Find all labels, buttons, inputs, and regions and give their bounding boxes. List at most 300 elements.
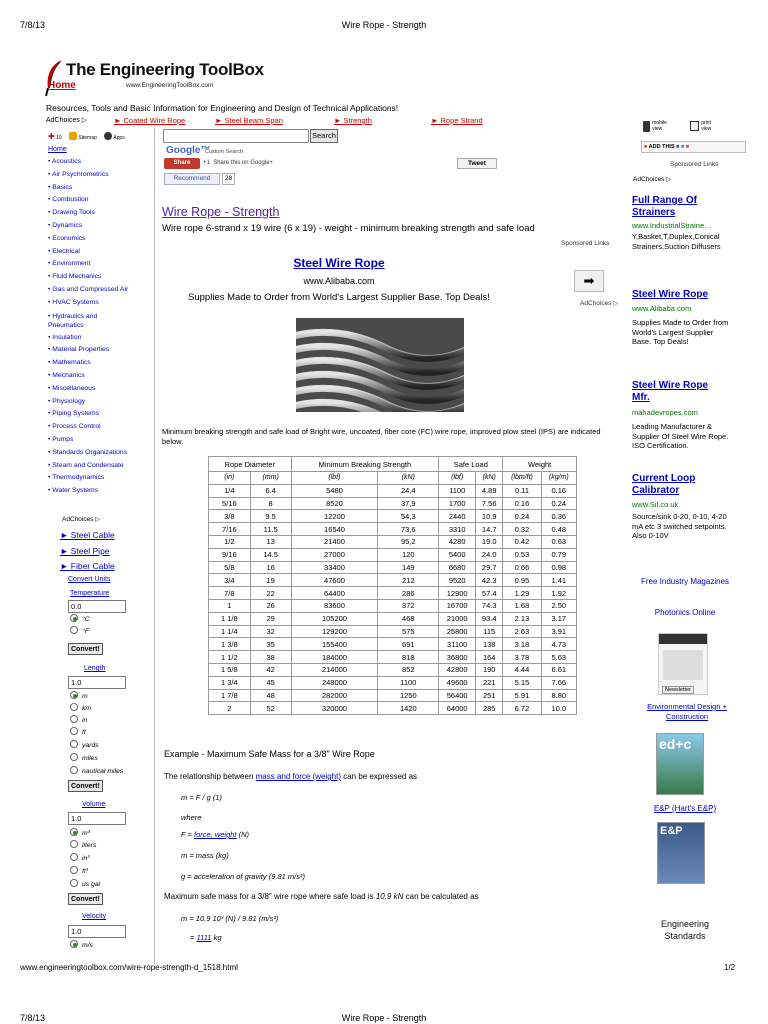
convert-volume-button[interactable]: Convert!	[68, 893, 103, 905]
table-cell: 4.73	[541, 638, 576, 651]
unit-m3[interactable]: m³	[70, 828, 90, 840]
table-cell: 1700	[439, 497, 476, 510]
table-cell: 1 3/4	[209, 676, 251, 689]
sidebar-item[interactable]: • Pumps	[48, 434, 153, 447]
table-cell: 35	[250, 638, 291, 651]
table-cell: 2.63	[503, 625, 541, 638]
table-cell: 1 1/2	[209, 651, 251, 664]
table-cell: 1 5/8	[209, 663, 251, 676]
sidebar-item[interactable]: • Steam and Condensate	[48, 460, 153, 473]
temperature-label: Temperature	[70, 590, 110, 597]
table-cell: 115	[476, 625, 503, 638]
table-cell: 0.95	[503, 574, 541, 587]
print-title: Wire Rope - Strength	[341, 20, 427, 30]
table-row	[209, 548, 577, 561]
sidebar-item[interactable]: • Gas and Compressed Air	[48, 284, 153, 297]
sidebar-item[interactable]: • Material Properties	[48, 344, 153, 357]
unit-m[interactable]: m	[70, 691, 88, 703]
sidebar-item[interactable]: • Drawing Tools	[48, 207, 153, 220]
length-label: Length	[84, 665, 106, 672]
table-cell: 285	[476, 702, 503, 715]
table-cell: 26	[250, 599, 291, 612]
table-cell: 10.9	[476, 510, 503, 523]
sidebar-item[interactable]: • Mechanics	[48, 370, 153, 383]
sidebar-item[interactable]: • Physiology	[48, 396, 153, 409]
table-row	[209, 625, 577, 638]
feather-logo-icon	[40, 58, 66, 98]
table-cell: 251	[476, 689, 503, 702]
table-cell: 7/16	[209, 523, 251, 536]
sidebar-item[interactable]: • HVAC Systems	[48, 297, 153, 310]
table-cell: 852	[378, 663, 439, 676]
table-cell: 5.91	[503, 689, 541, 702]
table-cell: 5.63	[541, 651, 576, 664]
ad-description: Supplies Made to Order from World's Largest Supplier Base. Top Deals!	[188, 292, 490, 303]
table-cell: 5/8	[209, 561, 251, 574]
table-cell: 575	[378, 625, 439, 638]
table-cell: 6.72	[503, 702, 541, 715]
table-cell: 3.78	[503, 651, 541, 664]
table-cell: 36800	[439, 651, 476, 664]
table-cell: 12200	[291, 510, 378, 523]
unit-km[interactable]: km	[70, 703, 91, 715]
recommend-count: 28	[222, 173, 235, 185]
table-cell: 13	[250, 535, 291, 548]
table-row	[209, 676, 577, 689]
table-cell: 4.44	[503, 663, 541, 676]
m-definition: m = mass (kg)	[181, 851, 229, 860]
print-date: 7/8/13	[20, 20, 46, 30]
unit-ft[interactable]: ft	[70, 727, 86, 739]
sidebar-item[interactable]: • Miscellaneous	[48, 383, 153, 396]
calculation-text: Maximum safe mass for a 3/8" wire rope where safe load is 10.9 kN can be calculated as	[164, 892, 479, 901]
unit-fahrenheit[interactable]: °F	[70, 626, 89, 638]
apps-icon[interactable]	[104, 132, 112, 140]
nav-rope-strand[interactable]: ► Rope Strand	[431, 116, 483, 125]
table-cell: 320000	[291, 702, 378, 715]
footer-page: 1/2	[724, 963, 736, 972]
wire-rope-image	[296, 318, 464, 412]
calc-line-2: = 1111 kg	[190, 933, 222, 942]
unit-in[interactable]: in	[70, 715, 87, 727]
table-cell: 0.16	[503, 497, 541, 510]
unit-nautical-miles[interactable]: nautical miles	[70, 766, 123, 778]
table-cell: 2.50	[541, 599, 576, 612]
table-cell: 120	[378, 548, 439, 561]
calc-line-1: m = 10.9 10³ (N) / 9.81 (m/s²)	[181, 914, 279, 923]
search-button[interactable]: Search	[310, 129, 338, 143]
volume-input[interactable]: 1.0	[68, 812, 126, 825]
convert-temperature-button[interactable]: Convert!	[68, 643, 103, 655]
table-cell: 2.13	[503, 612, 541, 625]
table-cell: 0.24	[503, 510, 541, 523]
table-cell: 25800	[439, 625, 476, 638]
table-cell: 5.15	[503, 676, 541, 689]
table-cell: 93.4	[476, 612, 503, 625]
site-logo-title[interactable]: The Engineering ToolBox	[66, 60, 264, 79]
table-cell: 5480	[291, 484, 378, 497]
table-cell: 7.56	[476, 497, 503, 510]
unit-in3[interactable]: in³	[70, 853, 90, 865]
table-cell: 0.63	[541, 535, 576, 548]
table-cell: 3.18	[503, 638, 541, 651]
google-plus-share[interactable]: +1 Share this on Google+	[203, 160, 274, 166]
where-label: where	[181, 813, 202, 822]
table-cell: 24.0	[476, 548, 503, 561]
table-cell: 3/4	[209, 574, 251, 587]
print-view[interactable]: print view	[690, 120, 721, 132]
table-cell: 1	[209, 599, 251, 612]
sidebar-item[interactable]: • Combustion	[48, 194, 153, 207]
table-cell: 214000	[291, 663, 378, 676]
table-cell: 24,4	[378, 484, 439, 497]
table-cell: 138	[476, 638, 503, 651]
table-cell: 282000	[291, 689, 378, 702]
table-cell: 0.36	[541, 510, 576, 523]
right-adchoices[interactable]: AdChoices ▷	[633, 176, 672, 183]
table-cell: 0.53	[503, 548, 541, 561]
table-cell: 1.92	[541, 587, 576, 600]
ep-harts-link[interactable]: E&P (Hart's E&P)	[653, 804, 717, 813]
sidebar-item[interactable]: • Fluid Mechanics	[48, 271, 153, 284]
table-cell: 0.98	[541, 561, 576, 574]
newsletter-button[interactable]: Newsletter	[662, 686, 694, 694]
table-cell: 212	[378, 574, 439, 587]
adchoices-label[interactable]: AdChoices ▷	[46, 117, 88, 124]
equation-1: m = F / g (1)	[181, 793, 222, 802]
table-cell: 5/16	[209, 497, 251, 510]
table-cell: 1100	[439, 484, 476, 497]
unit-yards[interactable]: yards	[70, 740, 99, 752]
unit-m-s[interactable]: m/s	[70, 940, 93, 952]
sidebar-divider	[154, 128, 155, 964]
search-input[interactable]	[163, 129, 309, 143]
table-cell: 48	[250, 689, 291, 702]
table-cell: 372	[378, 599, 439, 612]
table-cell: 9.5	[250, 510, 291, 523]
add-this-icon: ■	[644, 144, 648, 150]
velocity-input[interactable]: 1.0	[68, 925, 126, 938]
add-this-bar[interactable]: ■ ADD THIS ■ ■ ■	[641, 141, 746, 153]
table-cell: 42800	[439, 663, 476, 676]
sidebar-ad-fiber-cable[interactable]: ► Fiber Cable	[60, 561, 115, 571]
table-cell: 1420	[378, 702, 439, 715]
table-cell: 8.80	[541, 689, 576, 702]
table-row	[209, 651, 577, 664]
table-cell: 19	[250, 574, 291, 587]
table-cell: 3/8	[209, 510, 251, 523]
sidebar-item[interactable]: • Basics	[48, 182, 153, 195]
table-cell: 0.42	[503, 535, 541, 548]
table-cell: 31100	[439, 638, 476, 651]
mobile-icon	[643, 121, 650, 132]
sidebar-home[interactable]: Home	[48, 146, 67, 153]
table-cell: 3310	[439, 523, 476, 536]
units-row: (in) (mm) (lbf) (kN) (lbf) (kN) (lbm/ft) (kg/m)	[209, 472, 577, 485]
ad-url[interactable]: www.Alibaba.com	[303, 276, 375, 286]
sitemap-icon[interactable]	[69, 132, 77, 140]
nav-strength[interactable]: ► Strength	[334, 116, 372, 125]
page-subtitle: Wire rope 6-strand x 19 wire (6 x 19) - weight - minimum breaking strength and safe load	[162, 223, 535, 234]
table-cell: 4.89	[476, 484, 503, 497]
site-url: www.EngineeringToolBox.com	[126, 82, 214, 89]
edc-logo-icon: ed+c	[659, 736, 692, 752]
table-cell: 0.32	[503, 523, 541, 536]
table-cell: 12900	[439, 587, 476, 600]
home-link[interactable]: Home	[48, 80, 76, 91]
table-row	[209, 612, 577, 625]
table-row	[209, 702, 577, 715]
sidebar-adchoices[interactable]: AdChoices ▷	[62, 516, 101, 523]
volume-label: Volume	[82, 801, 106, 808]
table-row	[209, 574, 577, 587]
table-cell: 1/4	[209, 484, 251, 497]
table-cell: 56400	[439, 689, 476, 702]
table-cell: 21000	[439, 612, 476, 625]
table-cell: 3.91	[541, 625, 576, 638]
sidebar-item[interactable]: • Dynamics	[48, 220, 153, 233]
table-cell: 1 1/8	[209, 612, 251, 625]
sidebar-item[interactable]: • Piping Systems	[48, 408, 153, 421]
sidebar-item[interactable]: • Air Psychrometrics	[48, 169, 153, 182]
table-cell: 129200	[291, 625, 378, 638]
table-cell: 11.5	[250, 523, 291, 536]
sidebar-item[interactable]: • Water Systems	[48, 485, 153, 498]
f-definition: F = force, weight (N)	[181, 830, 250, 839]
table-cell: 38	[250, 651, 291, 664]
table-cell: 248000	[291, 676, 378, 689]
share-button[interactable]: Share	[164, 158, 200, 169]
table-cell: 45	[250, 676, 291, 689]
footer-title: Wire Rope - Strength	[341, 1013, 427, 1023]
edc-magazine-image[interactable]	[656, 733, 704, 795]
table-cell: 83600	[291, 599, 378, 612]
table-cell: 29.7	[476, 561, 503, 574]
sidebar-item[interactable]: • Acoustics	[48, 156, 153, 169]
relationship-text: The relationship between mass and force (weight) can be expressed as	[164, 772, 418, 781]
table-cell: 9520	[439, 574, 476, 587]
table-cell: 1 3/8	[209, 638, 251, 651]
table-row	[209, 561, 577, 574]
table-cell: 10.0	[541, 702, 576, 715]
table-cell: 691	[378, 638, 439, 651]
table-row	[209, 638, 577, 651]
footer-date: 7/8/13	[20, 1013, 46, 1023]
ep-logo-icon: E&P	[660, 825, 683, 837]
google-logo: Google™	[166, 145, 211, 156]
col-header-safe-load: Safe Load	[439, 457, 503, 472]
table-cell: 54,3	[378, 510, 439, 523]
table-cell: 221	[476, 676, 503, 689]
table-cell: 7/8	[209, 587, 251, 600]
sidebar	[48, 146, 153, 498]
ad-adchoices[interactable]: AdChoices ▷	[580, 300, 619, 307]
table-cell: 16	[250, 561, 291, 574]
table-cell: 184000	[291, 651, 378, 664]
table-cell: 1.68	[503, 599, 541, 612]
table-cell: 49600	[439, 676, 476, 689]
table-cell: 9/16	[209, 548, 251, 561]
table-row	[209, 510, 577, 523]
sidebar-item[interactable]: • Thermodynamics	[48, 472, 153, 485]
table-cell: 0.66	[503, 561, 541, 574]
unit-liters[interactable]: liters	[70, 840, 96, 852]
table-row	[209, 689, 577, 702]
table-cell: 57.4	[476, 587, 503, 600]
table-cell: 7.66	[541, 676, 576, 689]
table-cell: 42.3	[476, 574, 503, 587]
table-row	[209, 484, 577, 497]
table-cell: 64400	[291, 587, 378, 600]
sidebar-item[interactable]: • Standards Organizations	[48, 447, 153, 460]
plus-icon[interactable]: ✚	[48, 132, 55, 141]
table-cell: 6.61	[541, 663, 576, 676]
table-cell: 95,2	[378, 535, 439, 548]
nav-steel-beam-span[interactable]: ► Steel Beam Span	[215, 116, 283, 125]
sidebar-ad-steel-pipe[interactable]: ► Steel Pipe	[60, 546, 110, 556]
unit-miles[interactable]: miles	[70, 753, 98, 765]
table-cell: 29	[250, 612, 291, 625]
table-row	[209, 497, 577, 510]
table-cell: 1 1/4	[209, 625, 251, 638]
table-cell: 0.48	[541, 523, 576, 536]
convert-units-title[interactable]: Convert Units	[68, 576, 111, 583]
table-cell: 6680	[439, 561, 476, 574]
sponsored-links-label: Sponsored Links	[561, 240, 610, 247]
table-cell: 74.3	[476, 599, 503, 612]
ad-title[interactable]: Steel Wire Rope	[293, 256, 385, 270]
table-cell: 2440	[439, 510, 476, 523]
unit-celsius[interactable]: °C	[70, 614, 90, 626]
table-cell: 1/2	[209, 535, 251, 548]
footer-url: www.engineeringtoolbox.com/wire-rope-strength-d_1518.html	[20, 963, 238, 972]
intro-text: Minimum breaking strength and safe load of Bright wire, uncoated, fiber core (FC) wire rope, improved plow steel (IPS) are indicated below.	[162, 427, 601, 446]
example-title: Example - Maximum Safe Mass for a 3/8" Wire Rope	[164, 749, 375, 759]
right-ad-4[interactable]: Current Loop Calibrator www.Sil.co.uk Source/sink 0-20, 0-10, 4-20 mA etc 3 switched setpoints. Also 0-10V	[632, 473, 727, 540]
result-link[interactable]: 1111	[196, 933, 212, 942]
temperature-input[interactable]: 0.0	[68, 600, 126, 613]
col-header-weight: Weight	[503, 457, 577, 472]
table-cell: 1.29	[503, 587, 541, 600]
photonics-online-link[interactable]: Photonics Online	[654, 608, 716, 617]
convert-length-button[interactable]: Convert!	[68, 780, 103, 792]
environmental-design-link[interactable]: Environmental Design + Construction	[647, 702, 727, 721]
table-cell: 3.17	[541, 612, 576, 625]
table-cell: 468	[378, 612, 439, 625]
length-input[interactable]: 1.0	[68, 676, 126, 689]
table-cell: 64000	[439, 702, 476, 715]
table-cell: 1 7/8	[209, 689, 251, 702]
table-cell: 21400	[291, 535, 378, 548]
free-magazines-link[interactable]: Free Industry Magazines	[640, 577, 730, 586]
table-cell: 105200	[291, 612, 378, 625]
print-icon	[690, 121, 699, 131]
table-cell: 4280	[439, 535, 476, 548]
table-cell: 14.5	[250, 548, 291, 561]
table-cell: 190	[476, 663, 503, 676]
table-cell: 37,9	[378, 497, 439, 510]
tweet-button[interactable]: Tweet	[457, 158, 497, 169]
table-row	[209, 535, 577, 548]
table-cell: 32	[250, 625, 291, 638]
sidebar-item[interactable]: • Electrical	[48, 246, 153, 259]
table-cell: 1250	[378, 689, 439, 702]
table-cell: 5400	[439, 548, 476, 561]
table-cell: 0.24	[541, 497, 576, 510]
table-cell: 0.11	[503, 484, 541, 497]
table-cell: 164	[476, 651, 503, 664]
table-cell: 22	[250, 587, 291, 600]
sidebar-item[interactable]: • Environment	[48, 258, 153, 271]
table-cell: 0.16	[541, 484, 576, 497]
table-row	[209, 587, 577, 600]
table-cell: 1.41	[541, 574, 576, 587]
table-cell: 16540	[291, 523, 378, 536]
tagline: Resources, Tools and Basic Information for Engineering and Design of Technical Applications!	[46, 103, 399, 113]
table-cell: 14.7	[476, 523, 503, 536]
right-ad-1[interactable]: Full Range Of Strainers www.IndustrialStraine… Y,Basket,T,Duplex,Conical Strainers,Suction Diffusers	[632, 195, 721, 251]
right-ad-2[interactable]: Steel Wire Rope www.Alibaba.com Supplies Made to Order from World's Largest Supplier Base. Top Deals!	[632, 289, 729, 346]
custom-search-label: Custom Search	[205, 149, 243, 155]
table-cell: 27000	[291, 548, 378, 561]
mobile-view[interactable]: mobile view	[643, 120, 674, 132]
table-cell: 33400	[291, 561, 378, 574]
force-weight-link[interactable]: force, weight	[194, 830, 237, 839]
table-cell: 0.79	[541, 548, 576, 561]
g-definition: g = acceleration of gravity (9.81 m/s²)	[181, 872, 306, 881]
table-cell: 42	[250, 663, 291, 676]
table-cell: 6.4	[250, 484, 291, 497]
sidebar-item[interactable]: • Process Control	[48, 421, 153, 434]
table-cell: 149	[378, 561, 439, 574]
sidebar-item[interactable]: • Mathematics	[48, 357, 153, 370]
unit-us-gal[interactable]: us gal	[70, 879, 100, 891]
right-ad-3[interactable]: Steel Wire Rope Mfr. mahadevropes.com Leading Manufacturer & Supplier Of Steel Wire Rope. ISO Certification.	[632, 380, 729, 450]
sidebar-item[interactable]: • Insulation	[48, 332, 153, 345]
mass-force-link[interactable]: mass and force (weight)	[255, 772, 341, 781]
page-title[interactable]: Wire Rope - Strength	[162, 205, 280, 219]
col-header-diameter: Rope Diameter	[209, 457, 292, 472]
table-cell: 73,6	[378, 523, 439, 536]
table-cell: 155400	[291, 638, 378, 651]
table-row	[209, 523, 577, 536]
wire-rope-table	[208, 456, 577, 715]
table-cell: 16700	[439, 599, 476, 612]
velocity-label: Velocity	[82, 913, 107, 920]
ad-arrow-icon[interactable]: ➡	[574, 270, 604, 292]
icon-row: ✚ 10 Sitemap Apps	[48, 132, 125, 141]
sidebar-ad-steel-cable[interactable]: ► Steel Cable	[60, 530, 115, 540]
sidebar-item[interactable]: • Economics	[48, 233, 153, 246]
table-cell: 286	[378, 587, 439, 600]
table-row	[209, 663, 577, 676]
table-cell: 818	[378, 651, 439, 664]
ep-magazine-image[interactable]	[657, 822, 705, 884]
engineering-standards[interactable]: Engineering Standards	[660, 919, 710, 941]
table-cell: 2	[209, 702, 251, 715]
unit-ft3[interactable]: ft³	[70, 866, 88, 878]
col-header-breaking: Minimum Breaking Strength	[291, 457, 439, 472]
table-row	[209, 599, 577, 612]
table-cell: 8	[250, 497, 291, 510]
table-cell: 8520	[291, 497, 378, 510]
recommend-button[interactable]: Recommend	[164, 173, 220, 185]
table-cell: 47600	[291, 574, 378, 587]
nav-coated-wire-rope[interactable]: ► Coated Wire Rope	[114, 116, 186, 125]
table-cell: 1100	[378, 676, 439, 689]
sidebar-item[interactable]: • Hydraulics and Pneumatics	[48, 310, 128, 332]
table-cell: 19.0	[476, 535, 503, 548]
